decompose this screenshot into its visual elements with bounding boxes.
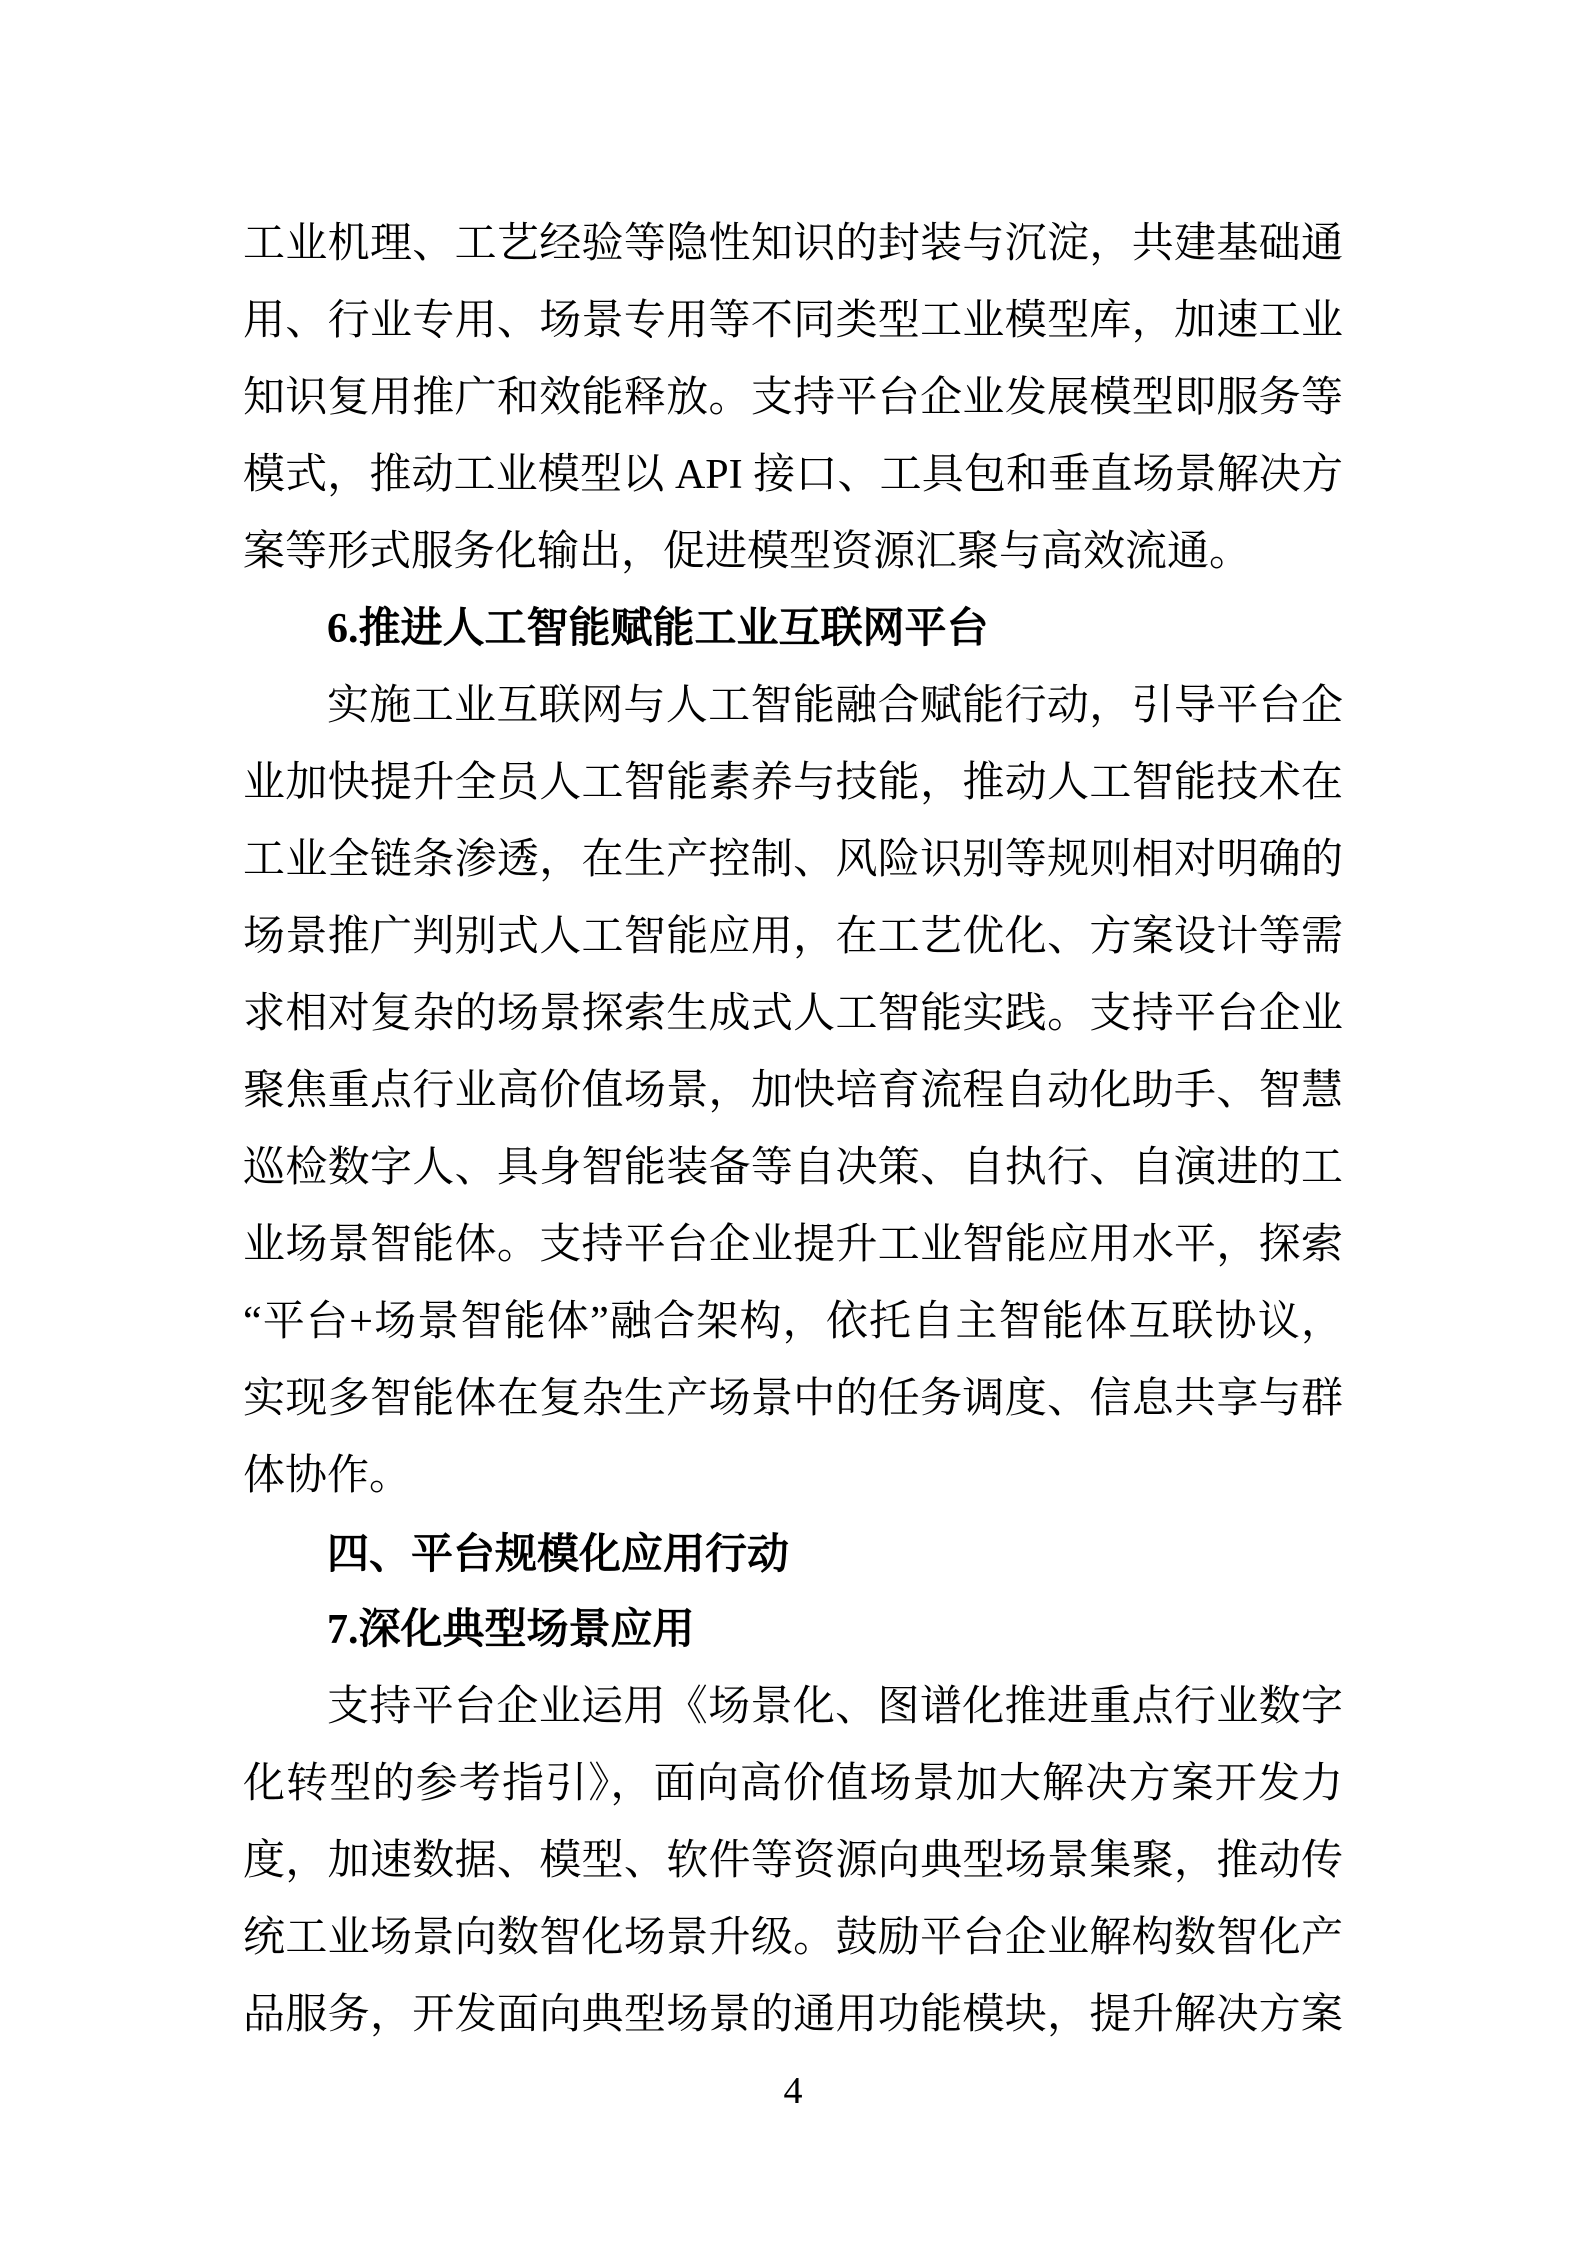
text-line: 场景推广判别式人工智能应用，在工艺优化、方案设计等需 xyxy=(243,914,1343,960)
text-line: 度，加速数据、模型、软件等资源向典型场景集聚，推动传 xyxy=(243,1838,1343,1884)
text-line: 品服务，开发面向典型场景的通用功能模块，提升解决方案 xyxy=(243,1992,1343,2038)
text-line: 业场景智能体。支持平台企业提升工业智能应用水平，探索 xyxy=(243,1222,1343,1268)
text-line: 业加快提升全员人工智能素养与技能，推动人工智能技术在 xyxy=(243,760,1343,806)
text-line: 用、行业专用、场景专用等不同类型工业模型库，加速工业 xyxy=(243,298,1343,344)
text-line: 聚焦重点行业高价值场景，加快培育流程自动化助手、智慧 xyxy=(243,1068,1343,1114)
text-line: 模式，推动工业模型以 API 接口、工具包和垂直场景解决方 xyxy=(243,452,1343,498)
heading-line: 6.推进人工智能赋能工业互联网平台 xyxy=(327,606,989,652)
text-line: 案等形式服务化输出，促进模型资源汇聚与高效流通。 xyxy=(243,529,1252,575)
text-line: 实现多智能体在复杂生产场景中的任务调度、信息共享与群 xyxy=(243,1376,1343,1422)
text-line: 求相对复杂的场景探索生成式人工智能实践。支持平台企业 xyxy=(243,991,1343,1037)
text-line: 统工业场景向数智化场景升级。鼓励平台企业解构数智化产 xyxy=(243,1915,1343,1961)
heading-line: 7.深化典型场景应用 xyxy=(327,1607,695,1653)
document-text-block xyxy=(243,206,1343,2054)
text-line: 实施工业互联网与人工智能融合赋能行动，引导平台企 xyxy=(327,683,1343,729)
text-line: 体协作。 xyxy=(243,1453,412,1499)
text-line: 化转型的参考指引》，面向高价值场景加大解决方案开发力 xyxy=(243,1761,1343,1807)
text-line: 工业全链条渗透，在生产控制、风险识别等规则相对明确的 xyxy=(243,837,1343,883)
text-line: 工业机理、工艺经验等隐性知识的封装与沉淀，共建基础通 xyxy=(243,221,1343,267)
text-line: 知识复用推广和效能释放。支持平台企业发展模型即服务等 xyxy=(243,375,1343,421)
heading-line: 四、平台规模化应用行动 xyxy=(327,1530,790,1577)
text-line: “平台+场景智能体”融合架构，依托自主智能体互联协议， xyxy=(243,1299,1343,1345)
text-line: 巡检数字人、具身智能装备等自决策、自执行、自演进的工 xyxy=(243,1145,1343,1191)
text-line: 支持平台企业运用《场景化、图谱化推进重点行业数字 xyxy=(327,1684,1343,1730)
page-number: 4 xyxy=(783,2070,803,2112)
